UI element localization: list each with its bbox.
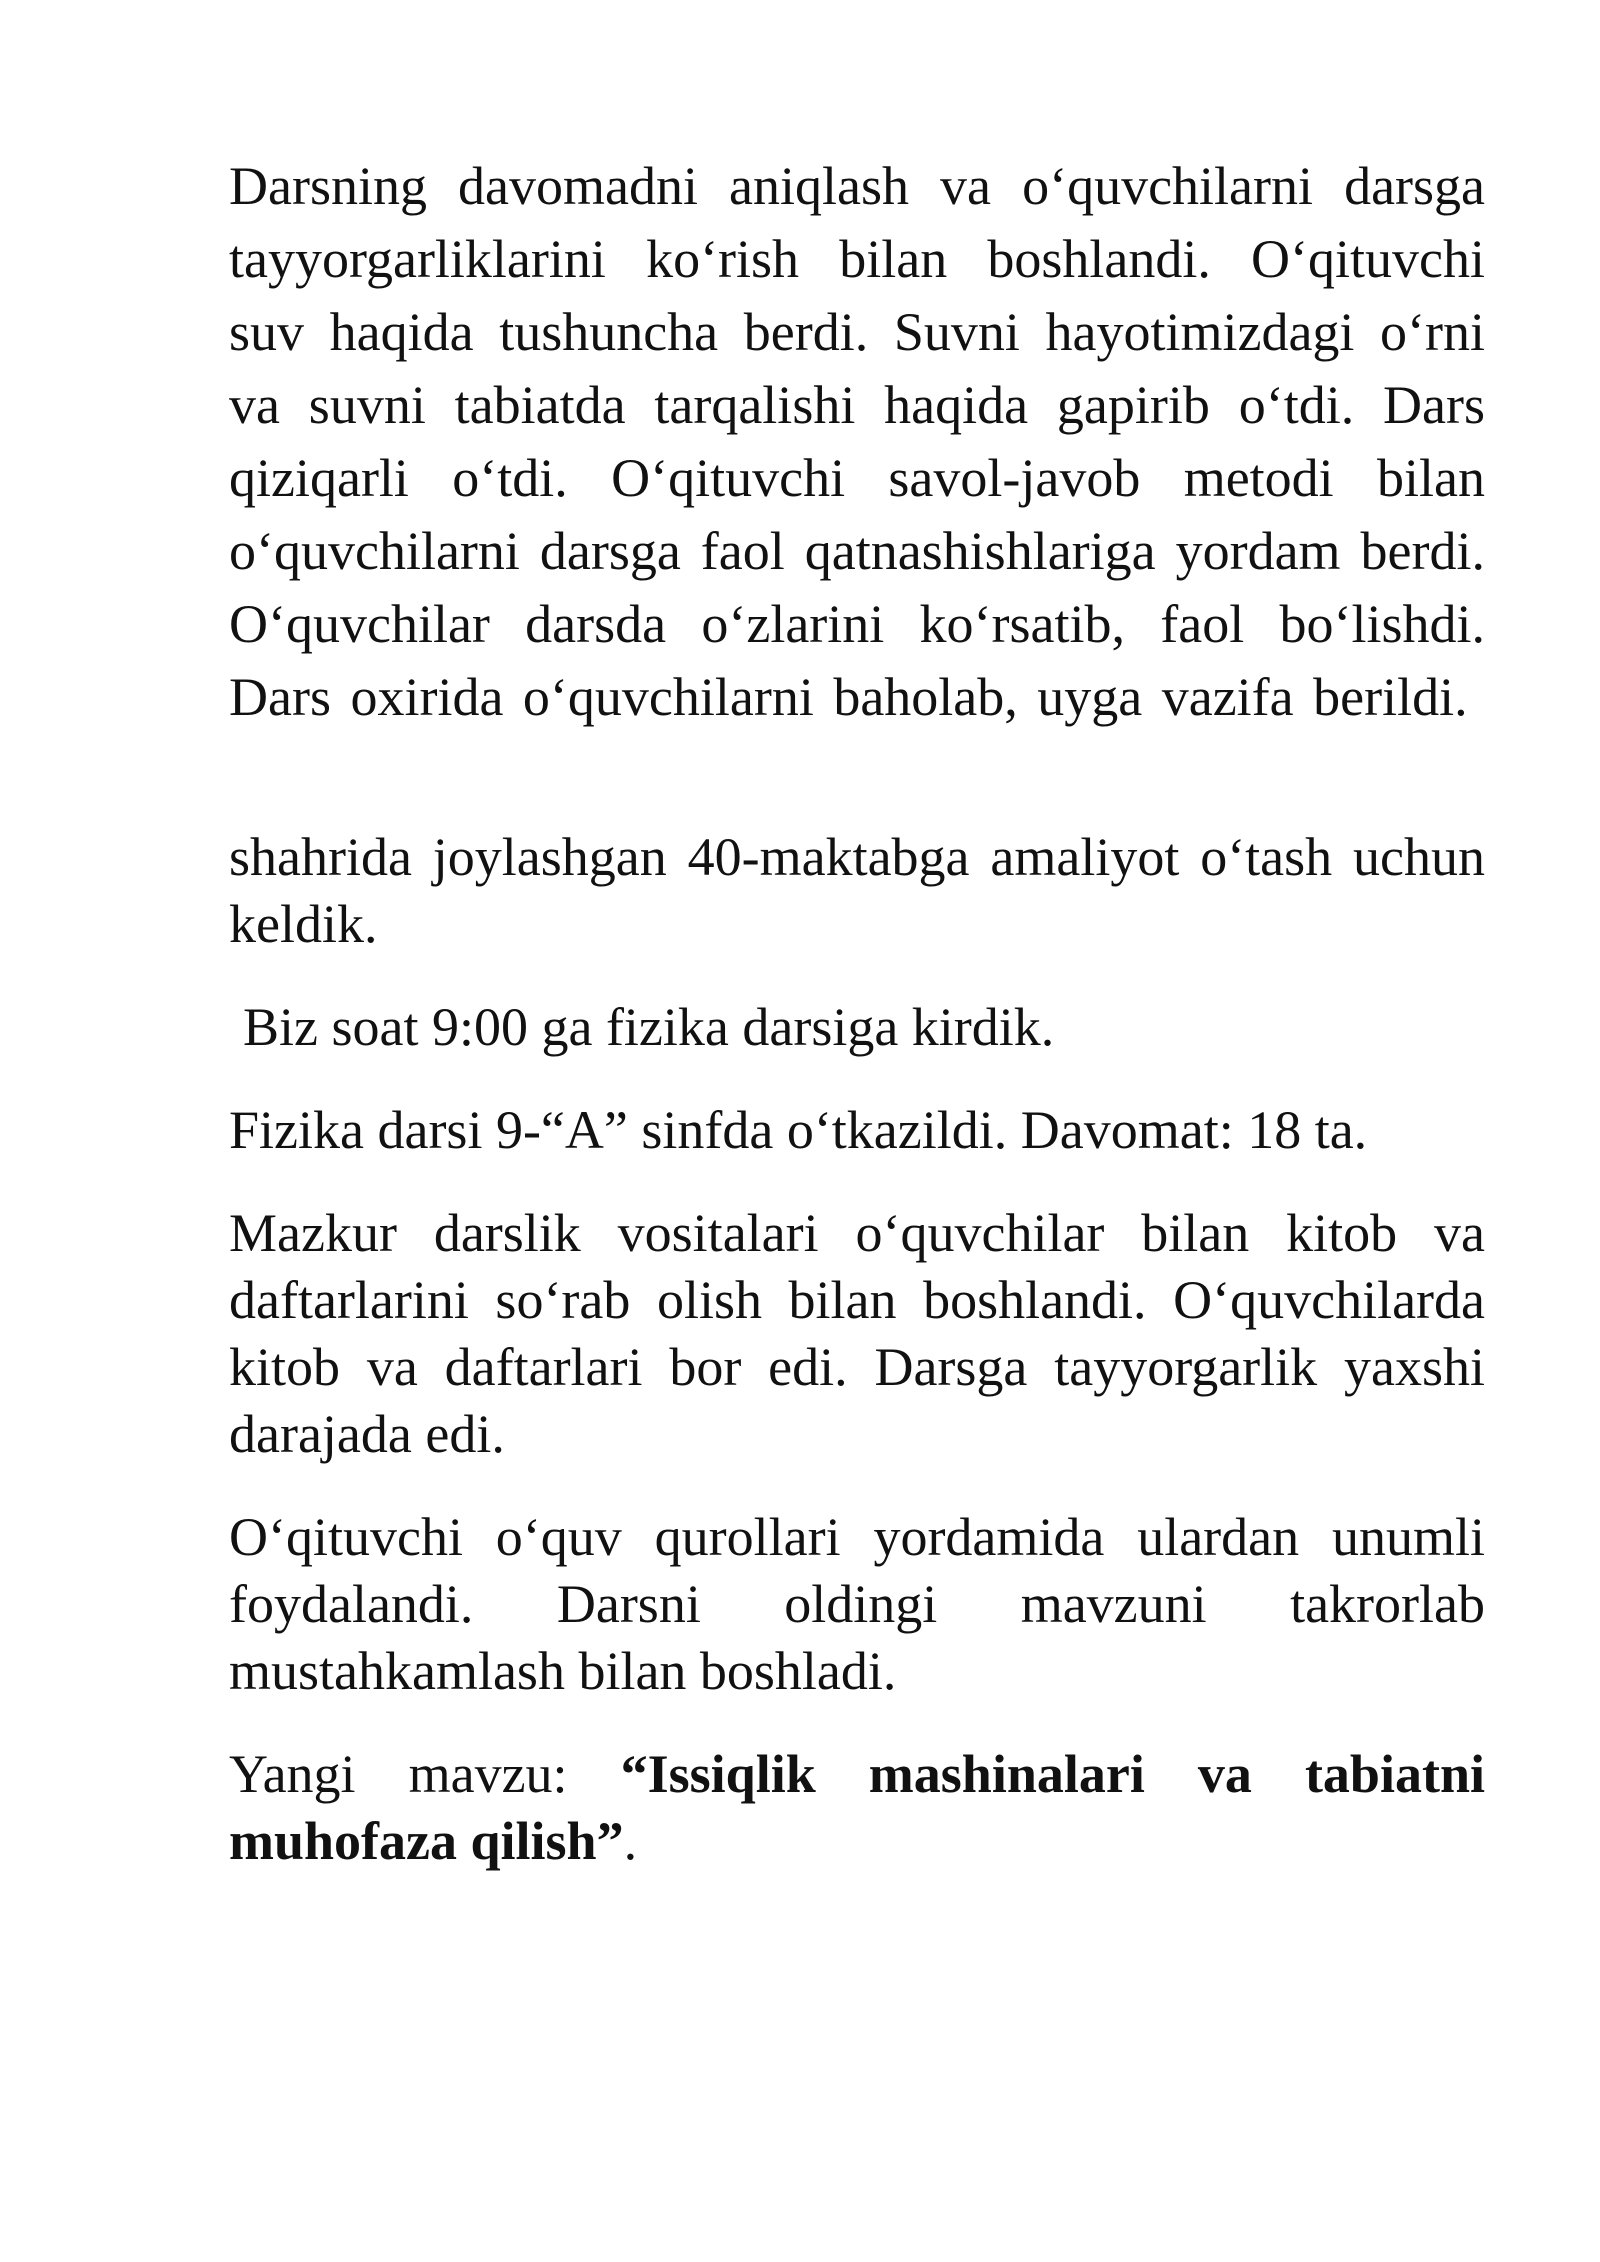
paragraph-class-time: Biz soat 9:00 ga fizika darsiga kirdik. [243,997,1055,1057]
paragraph-gap [229,734,1485,824]
paragraph-materials: Mazkur darslik vositalari o‘quvchilar bilan kitob va daftarlarini so‘rab olish bilan boshlandi. O‘quvchilarda kitob va daftarlari bor edi. Darsga tayyorgarlik yaxshi darajada edi. [229,1203,1485,1464]
paragraph-new-topic [229,1741,1485,1875]
paragraph-attendance: Fizika darsi 9-“A” sinfda o‘tkazildi. Davomat: 18 ta. [229,1100,1368,1160]
paragraph-review: O‘qituvchi o‘quv qurollari yordamida ulardan unumli foydalandi. Darsni oldingi mavzuni takrorlab mustahkamlash bilan boshladi. [229,1507,1485,1701]
paragraph-lesson-summary: Darsning davomadni aniqlash va o‘quvchilarni darsga tayyorgarliklarini ko‘rish bilan boshlandi. O‘qituvchi suv haqida tushuncha berdi. Suvni hayotimizdagi o‘rni va suvni tabiatda tarqalishi haqida gapirib o‘tdi. Dars qiziqarli o‘tdi. O‘qituvchi savol-javob metodi bilan o‘quvchilarni darsga faol qatnashishlariga yordam berdi. O‘quvchilar darsda o‘zlarini ko‘rsatib, faol bo‘lishdi. Dars oxirida o‘quvchilarni baholab, uyga vazifa berildi. [229,156,1485,727]
document-page [229,150,1485,1911]
new-topic-title: “Issiqlik mashinalari va tabiatni muhofaza qilish” [229,1744,1485,1871]
new-topic-suffix: . [623,1811,638,1871]
paragraph-school-arrival: shahrida joylashgan 40-maktabga amaliyot o‘tash uchun keldik. [229,827,1485,954]
new-topic-prefix: Yangi mavzu: [229,1744,621,1804]
